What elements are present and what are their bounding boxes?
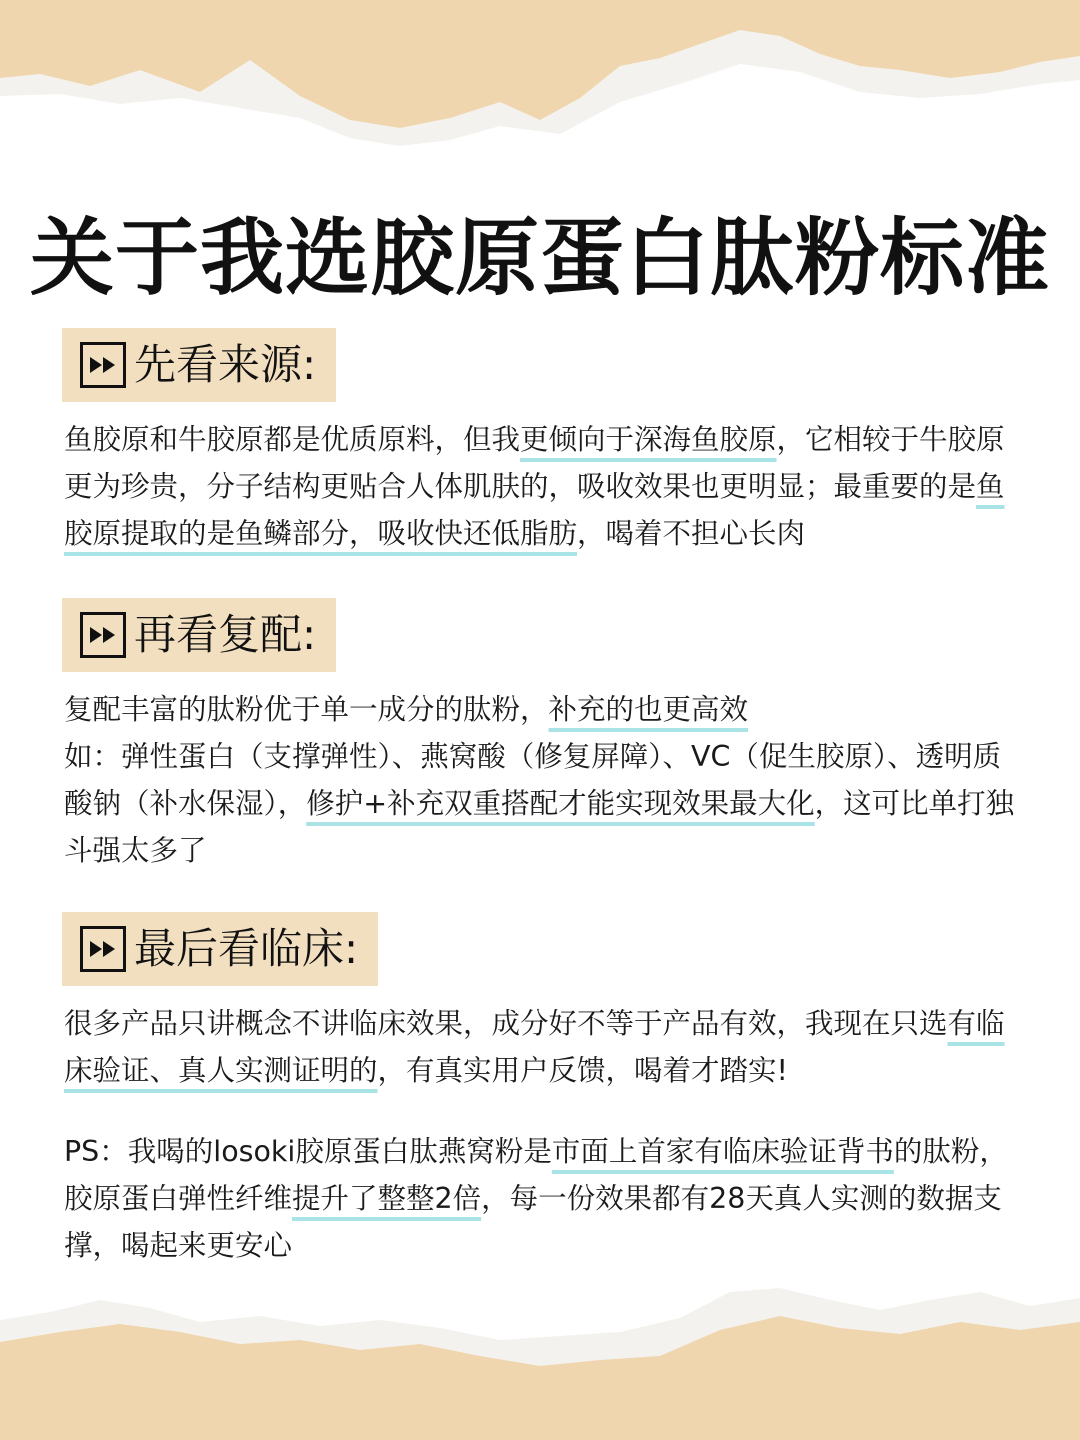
section-paragraph-formula <box>64 686 1024 874</box>
body-text: 很多产品只讲概念不讲临床效果，成分好不等于产品有效，我现在只选 <box>64 1007 948 1040</box>
highlighted-text: 鱼胶原提取的是鱼鳞部分，吸收快还低脂肪 <box>64 470 1005 550</box>
fast-forward-icon <box>80 612 126 658</box>
body-text: 如：弹性蛋白（支撑弹性）、燕窝酸（修复屏障）、VC（促生胶原）、透明质酸钠（补水保湿）， <box>64 740 1002 820</box>
body-text: ，每一份效果都有28天真人实测的数据支撑，喝起来更安心 <box>64 1182 1002 1262</box>
body-text: 的肽粉，胶原蛋白弹性纤维 <box>64 1135 1008 1215</box>
body-text: ，有真实用户反馈，喝着才踏实! <box>377 1054 788 1087</box>
ps-note <box>64 1128 1024 1269</box>
section-heading-label: 最后看临床: <box>134 924 359 973</box>
body-text: PS：我喝的losoki胶原蛋白肽燕窝粉是 <box>64 1135 552 1168</box>
fast-forward-icon <box>80 926 126 972</box>
body-text: 鱼胶原和牛胶原都是优质原料，但我 <box>64 423 521 456</box>
body-text: ，喝着不担心长肉 <box>577 517 806 550</box>
fast-forward-icon <box>80 342 126 388</box>
section-paragraph-source <box>64 416 1024 557</box>
highlighted-text: 修护+补充双重搭配才能实现效果最大化 <box>306 787 815 820</box>
highlighted-text: 提升了整整2倍 <box>292 1182 482 1215</box>
highlighted-text: 市面上首家有临床验证背书 <box>551 1135 894 1168</box>
section-heading-label: 先看来源: <box>134 340 317 389</box>
body-text: ，这可比单打独斗强太多了 <box>64 787 1015 867</box>
section-heading-source <box>62 328 336 402</box>
body-text: ，它相较于牛胶原更为珍贵，分子结构更贴合人体肌肤的，吸收效果也更明显；最重要的是 <box>64 423 1005 503</box>
section-heading-formula <box>62 598 336 672</box>
highlighted-text: 有临床验证、真人实测证明的 <box>64 1007 1005 1087</box>
section-heading-clinical <box>62 912 378 986</box>
body-text: 复配丰富的肽粉优于单一成分的肽粉， <box>64 693 549 726</box>
highlighted-text: 更倾向于深海鱼胶原 <box>520 423 777 456</box>
section-paragraph-clinical <box>64 1000 1024 1094</box>
section-heading-label: 再看复配: <box>134 610 317 659</box>
highlighted-text: 补充的也更高效 <box>548 693 749 726</box>
page-title: 关于我选胶原蛋白肽粉标准 <box>29 209 1050 307</box>
